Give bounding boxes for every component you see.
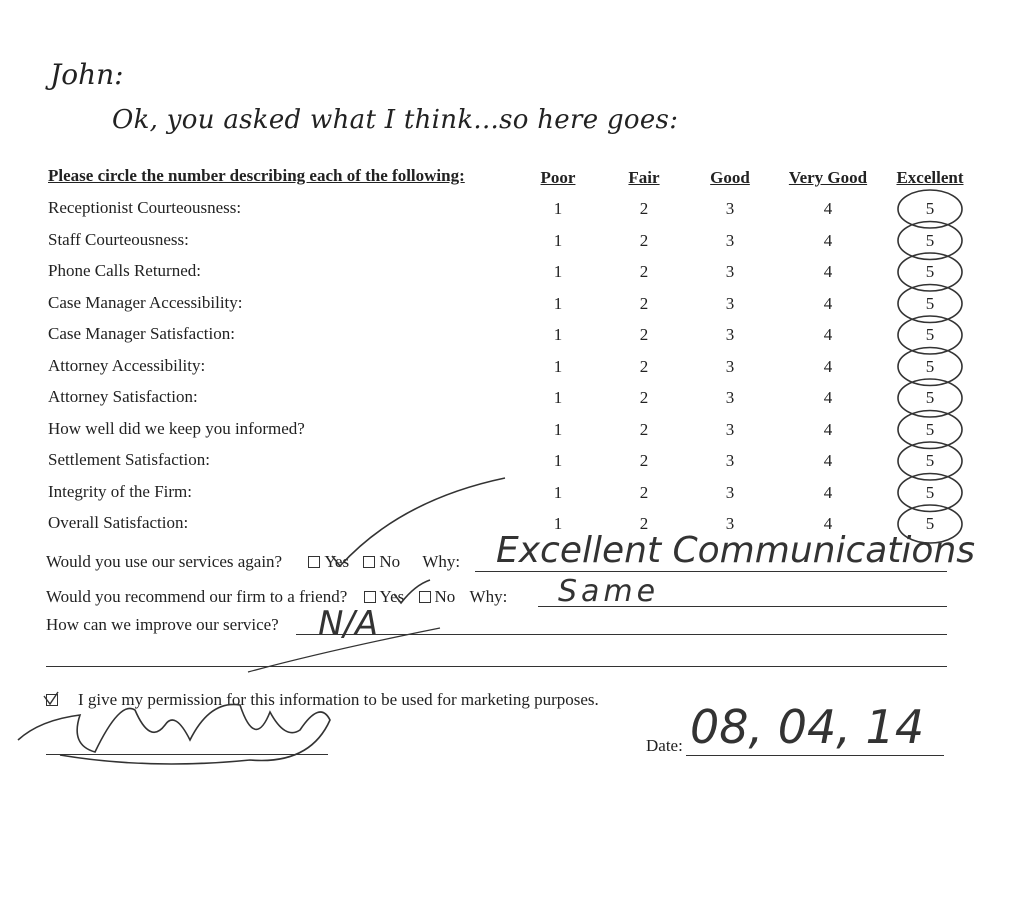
rating-row-label: Receptionist Courteousness: xyxy=(48,198,242,217)
permission-text: I give my permission for this information to be used for marketing purposes. xyxy=(78,690,599,709)
improve-line-1 xyxy=(296,634,947,635)
use-again-yes-checkbox[interactable] xyxy=(308,556,320,568)
rating-option-5[interactable]: 5 xyxy=(925,388,935,407)
rating-option-5[interactable]: 5 xyxy=(925,419,935,439)
recommend-handwritten-answer: Same xyxy=(558,574,660,609)
rating-row-label: Integrity of the Firm: xyxy=(48,481,193,501)
recommend-no-checkbox[interactable] xyxy=(419,591,431,603)
rating-row-label: Attorney Accessibility: xyxy=(48,355,206,375)
rating-option-1[interactable]: 1 xyxy=(553,451,563,470)
question-improve-text: How can we improve our service? xyxy=(46,615,279,634)
rating-option-5[interactable]: 5 xyxy=(925,325,935,344)
rating-row-label: How well did we keep you informed? xyxy=(48,418,305,438)
rating-option-4[interactable]: 4 xyxy=(823,482,833,502)
rating-option-2[interactable]: 2 xyxy=(639,419,649,439)
question-use-again-text: Would you use our services again? xyxy=(46,552,283,571)
letter-greeting: John: xyxy=(50,58,124,91)
rating-option-3[interactable]: 3 xyxy=(725,451,735,470)
rating-row-label: Settlement Satisfaction: xyxy=(48,450,210,469)
rating-option-4[interactable]: 4 xyxy=(823,451,833,470)
rating-option-1[interactable]: 1 xyxy=(553,325,563,344)
rating-option-1[interactable]: 1 xyxy=(553,293,563,313)
use-again-yes-label: Yes xyxy=(324,552,350,571)
rating-option-3[interactable]: 3 xyxy=(725,199,735,218)
rating-option-4[interactable]: 4 xyxy=(823,199,833,218)
rating-option-1[interactable]: 1 xyxy=(553,419,563,439)
rating-row-label: Case Manager Accessibility: xyxy=(48,292,243,312)
column-header-excellent: Excellent xyxy=(896,168,964,187)
rating-option-3[interactable]: 3 xyxy=(725,325,735,344)
rating-option-2[interactable]: 2 xyxy=(639,388,649,407)
rating-option-4[interactable]: 4 xyxy=(823,293,833,313)
rating-option-1[interactable]: 1 xyxy=(553,482,563,502)
column-header-good: Good xyxy=(710,168,750,187)
use-again-no-checkbox[interactable] xyxy=(363,556,375,568)
rating-option-3[interactable]: 3 xyxy=(725,482,735,502)
signature-scribble xyxy=(18,704,330,764)
date-line xyxy=(686,755,944,756)
rating-option-4[interactable]: 4 xyxy=(823,325,833,344)
rating-option-2[interactable]: 2 xyxy=(639,325,649,344)
recommend-no-label: No xyxy=(434,587,456,606)
recommend-why-label: Why: xyxy=(469,587,508,606)
rating-option-4[interactable]: 4 xyxy=(823,262,833,281)
rating-option-5[interactable]: 5 xyxy=(925,514,935,533)
recommend-yes-label: Yes xyxy=(379,587,405,606)
signature-line xyxy=(46,754,328,755)
use-again-handwritten-answer: Excellent Communications xyxy=(496,530,976,571)
rating-option-4[interactable]: 4 xyxy=(823,230,833,250)
rating-option-1[interactable]: 1 xyxy=(553,388,563,407)
rating-option-2[interactable]: 2 xyxy=(639,356,649,376)
rating-option-3[interactable]: 3 xyxy=(725,262,735,281)
rating-option-1[interactable]: 1 xyxy=(553,230,563,250)
rating-option-5[interactable]: 5 xyxy=(925,262,935,281)
question-improve xyxy=(46,615,279,635)
rating-option-3[interactable]: 3 xyxy=(725,388,735,407)
rating-option-2[interactable]: 2 xyxy=(639,482,649,502)
rating-option-1[interactable]: 1 xyxy=(553,514,563,533)
rating-option-5[interactable]: 5 xyxy=(925,451,935,470)
rating-option-3[interactable]: 3 xyxy=(725,230,735,250)
rating-option-2[interactable]: 2 xyxy=(639,262,649,281)
permission-checkbox[interactable] xyxy=(46,694,58,706)
rating-option-5[interactable]: 5 xyxy=(925,230,935,250)
rating-row-label: Phone Calls Returned: xyxy=(48,261,201,280)
rating-option-2[interactable]: 2 xyxy=(639,451,649,470)
rating-option-3[interactable]: 3 xyxy=(725,514,735,533)
rating-option-1[interactable]: 1 xyxy=(553,262,563,281)
rating-option-5[interactable]: 5 xyxy=(925,482,935,502)
improve-line-2 xyxy=(46,666,947,667)
rating-option-5[interactable]: 5 xyxy=(925,293,935,313)
rating-option-2[interactable]: 2 xyxy=(639,514,649,533)
letter-intro: Ok, you asked what I think...so here goes: xyxy=(112,105,679,135)
rating-row-label: Overall Satisfaction: xyxy=(48,513,189,532)
use-again-why-label: Why: xyxy=(422,552,461,571)
use-again-no-label: No xyxy=(379,552,401,571)
rating-option-2[interactable]: 2 xyxy=(639,230,649,250)
rating-row-label: Case Manager Satisfaction: xyxy=(48,324,235,343)
question-recommend xyxy=(46,587,507,607)
rating-option-4[interactable]: 4 xyxy=(823,356,833,376)
survey-instruction: Please circle the number describing each of the following: xyxy=(48,166,465,185)
rating-option-4[interactable]: 4 xyxy=(823,514,833,533)
improve-handwritten-answer: N/A xyxy=(318,604,379,644)
date-handwritten-value: 08, 04, 14 xyxy=(690,700,925,754)
rating-option-5[interactable]: 5 xyxy=(925,356,935,376)
column-header-poor: Poor xyxy=(540,168,576,187)
rating-option-5[interactable]: 5 xyxy=(925,199,935,218)
question-recommend-text: Would you recommend our firm to a friend? xyxy=(46,587,348,606)
column-header-fair: Fair xyxy=(628,168,660,187)
rating-option-2[interactable]: 2 xyxy=(639,199,649,218)
rating-option-2[interactable]: 2 xyxy=(639,293,649,313)
rating-option-3[interactable]: 3 xyxy=(725,419,735,439)
rating-row-label: Staff Courteousness: xyxy=(48,229,189,249)
permission-statement xyxy=(42,690,599,710)
question-use-again xyxy=(46,552,460,572)
rating-option-1[interactable]: 1 xyxy=(553,356,563,376)
date-label: Date: xyxy=(646,736,683,755)
rating-option-3[interactable]: 3 xyxy=(725,356,735,376)
rating-row-label: Attorney Satisfaction: xyxy=(48,387,198,406)
rating-option-4[interactable]: 4 xyxy=(823,419,833,439)
recommend-yes-checkbox[interactable] xyxy=(364,591,376,603)
column-header-very-good: Very Good xyxy=(788,168,868,187)
use-again-why-line xyxy=(475,571,947,572)
rating-option-3[interactable]: 3 xyxy=(725,293,735,313)
rating-option-1[interactable]: 1 xyxy=(553,199,563,218)
rating-option-4[interactable]: 4 xyxy=(823,388,833,407)
